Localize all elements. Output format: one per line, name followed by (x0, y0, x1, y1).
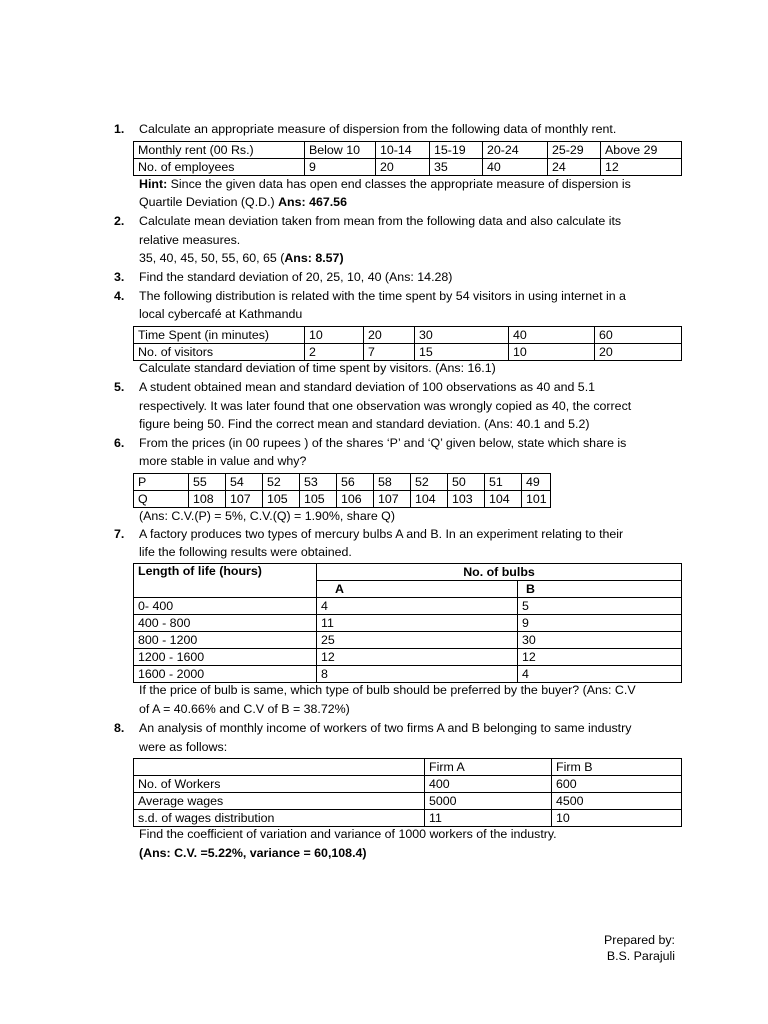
question-text: An analysis of monthly income of workers of two firms A and B belonging to same industry (139, 721, 632, 735)
question-text: If the price of bulb is same, which type of bulb should be preferred by the buyer? (Ans: C.V (139, 683, 636, 697)
table-cell: 51 (485, 474, 522, 491)
author-name: B.S. Parajuli (606, 949, 675, 963)
table-cell: 4 (518, 666, 682, 683)
table-cell: No. of Workers (134, 776, 425, 793)
table-cell: 20-24 (483, 142, 548, 159)
table-cell: 20 (364, 327, 415, 344)
table-cell: 12 (518, 649, 682, 666)
table-cell: 10-14 (376, 142, 430, 159)
question-number: 5. (114, 380, 125, 394)
question-number: 4. (114, 289, 125, 303)
firm-wages-table (133, 758, 682, 827)
table-row (134, 564, 682, 581)
table-cell: Time Spent (in minutes) (134, 327, 305, 344)
table-cell: 53 (300, 474, 337, 491)
hint-answer: Ans: 467.56 (278, 195, 347, 209)
table-cell: 9 (305, 159, 376, 176)
table-cell: Below 10 (305, 142, 376, 159)
table-cell: 56 (337, 474, 374, 491)
table-cell: 2 (305, 344, 364, 361)
table-cell: 107 (374, 491, 411, 508)
table-row (134, 598, 682, 615)
question-text: local cybercafé at Kathmandu (139, 307, 303, 321)
table-header-cell: No. of bulbs (317, 564, 682, 581)
table-cell: 11 (317, 615, 518, 632)
table-row (134, 759, 682, 776)
question-text: respectively. It was later found that one observation was wrongly copied as 40, the correct (139, 399, 632, 413)
table-cell: 25-29 (548, 142, 601, 159)
question-text: life the following results were obtained. (139, 545, 352, 559)
table-cell: 104 (485, 491, 522, 508)
share-prices-table (133, 473, 551, 508)
question-number: 6. (114, 436, 125, 450)
table-cell: 25 (317, 632, 518, 649)
table-header-cell (134, 759, 425, 776)
table-cell: 600 (552, 776, 682, 793)
hint-text: Quartile Deviation (Q.D.) (139, 195, 279, 209)
hint-text: Since the given data has open end classes the appropriate measure of dispersion is (167, 177, 631, 191)
table-cell: 800 - 1200 (134, 632, 317, 649)
table-row (134, 793, 682, 810)
bulb-life-table (133, 563, 682, 683)
question-data (139, 252, 344, 264)
table-cell: No. of visitors (134, 344, 305, 361)
table-cell: 30 (518, 632, 682, 649)
table-cell: 40 (509, 327, 595, 344)
table-row (134, 344, 682, 361)
question-text: The following distribution is related with the time spent by 54 visitors in using internet in a (139, 289, 626, 303)
question-text: A factory produces two types of mercury bulbs A and B. In an experiment relating to their (139, 527, 624, 541)
table-cell: 24 (548, 159, 601, 176)
question-number: 3. (114, 270, 125, 284)
table-cell: 4 (317, 598, 518, 615)
question-answer: (Ans: C.V.(P) = 5%, C.V.(Q) = 1.90%, share Q) (139, 509, 395, 523)
answer: Ans: 8.57) (284, 251, 344, 265)
hint-label: Hint: (139, 177, 168, 191)
hint-line-1 (139, 178, 631, 190)
hint-line-2 (139, 196, 347, 208)
question-text: relative measures. (139, 233, 241, 247)
table-cell: 101 (522, 491, 551, 508)
question-text: of A = 40.66% and C.V of B = 38.72%) (139, 702, 350, 716)
table-cell: 10 (305, 327, 364, 344)
table-cell: 1200 - 1600 (134, 649, 317, 666)
table-cell: 10 (552, 810, 682, 827)
question-number: 8. (114, 721, 125, 735)
table-cell: 55 (189, 474, 226, 491)
question-number: 1. (114, 122, 125, 136)
rent-table (133, 141, 682, 176)
question-text: Find the standard deviation of 20, 25, 10, 40 (Ans: 14.28) (139, 270, 453, 284)
table-cell: 12 (601, 159, 682, 176)
table-header-cell: Length of life (hours) (134, 564, 317, 598)
table-header-cell: Firm A (425, 759, 552, 776)
question-answer: (Ans: C.V. =5.22%, variance = 60,108.4) (139, 846, 367, 860)
table-row (134, 632, 682, 649)
table-cell: 30 (415, 327, 509, 344)
table-cell: 7 (364, 344, 415, 361)
table-cell: Above 29 (601, 142, 682, 159)
question-text: Calculate standard deviation of time spent by visitors. (Ans: 16.1) (139, 361, 496, 375)
table-cell: 52 (411, 474, 448, 491)
table-cell: 40 (483, 159, 548, 176)
table-row (134, 491, 551, 508)
question-text: Calculate an appropriate measure of dispersion from the following data of monthly rent. (139, 122, 617, 136)
table-cell: 1600 - 2000 (134, 666, 317, 683)
table-cell: 5 (518, 598, 682, 615)
question-number: 2. (114, 214, 125, 228)
table-row (134, 776, 682, 793)
question-text: From the prices (in 00 rupees ) of the shares ‘P’ and ‘Q’ given below, state which share is (139, 436, 627, 450)
table-cell: 52 (263, 474, 300, 491)
table-header-cell: A (317, 581, 518, 598)
table-header-cell: B (518, 581, 682, 598)
question-text: Find the coefficient of variation and variance of 1000 workers of the industry. (139, 827, 557, 841)
table-cell: 15-19 (430, 142, 483, 159)
question-text: figure being 50. Find the correct mean and standard deviation. (Ans: 40.1 and 5.2) (139, 417, 590, 431)
table-row (134, 666, 682, 683)
table-cell: Average wages (134, 793, 425, 810)
table-cell: 60 (595, 327, 682, 344)
table-cell: 50 (448, 474, 485, 491)
table-cell: 0- 400 (134, 598, 317, 615)
table-row (134, 159, 682, 176)
table-row (134, 327, 682, 344)
table-row (134, 810, 682, 827)
table-row (134, 474, 551, 491)
table-cell: Q (134, 491, 189, 508)
table-row (134, 142, 682, 159)
table-header-cell: Firm B (552, 759, 682, 776)
table-cell: 10 (509, 344, 595, 361)
table-cell: 20 (376, 159, 430, 176)
table-cell: s.d. of wages distribution (134, 810, 425, 827)
table-cell: 104 (411, 491, 448, 508)
table-cell: 400 (425, 776, 552, 793)
table-cell: 105 (300, 491, 337, 508)
table-cell: 12 (317, 649, 518, 666)
table-cell: 108 (189, 491, 226, 508)
question-text: were as follows: (139, 740, 228, 754)
table-cell: 20 (595, 344, 682, 361)
table-cell: 103 (448, 491, 485, 508)
table-cell: 5000 (425, 793, 552, 810)
table-cell: 105 (263, 491, 300, 508)
data-values: 35, 40, 45, 50, 55, 60, 65 ( (139, 251, 285, 265)
table-cell: 11 (425, 810, 552, 827)
question-text: more stable in value and why? (139, 454, 307, 468)
table-cell: 107 (226, 491, 263, 508)
question-number: 7. (114, 527, 125, 541)
question-text: Calculate mean deviation taken from mean from the following data and also calculate its (139, 214, 622, 228)
table-cell: 35 (430, 159, 483, 176)
table-cell: 15 (415, 344, 509, 361)
table-cell: 400 - 800 (134, 615, 317, 632)
table-cell: 49 (522, 474, 551, 491)
table-cell: P (134, 474, 189, 491)
table-cell: 106 (337, 491, 374, 508)
time-spent-table (133, 326, 682, 361)
table-row (134, 649, 682, 666)
table-cell: 54 (226, 474, 263, 491)
table-cell: 9 (518, 615, 682, 632)
table-cell: No. of employees (134, 159, 305, 176)
table-cell: 58 (374, 474, 411, 491)
question-text: A student obtained mean and standard deviation of 100 observations as 40 and 5.1 (139, 380, 596, 394)
prepared-by-label: Prepared by: (604, 933, 675, 947)
table-row (134, 615, 682, 632)
table-cell: 8 (317, 666, 518, 683)
table-cell: 4500 (552, 793, 682, 810)
table-cell: Monthly rent (00 Rs.) (134, 142, 305, 159)
